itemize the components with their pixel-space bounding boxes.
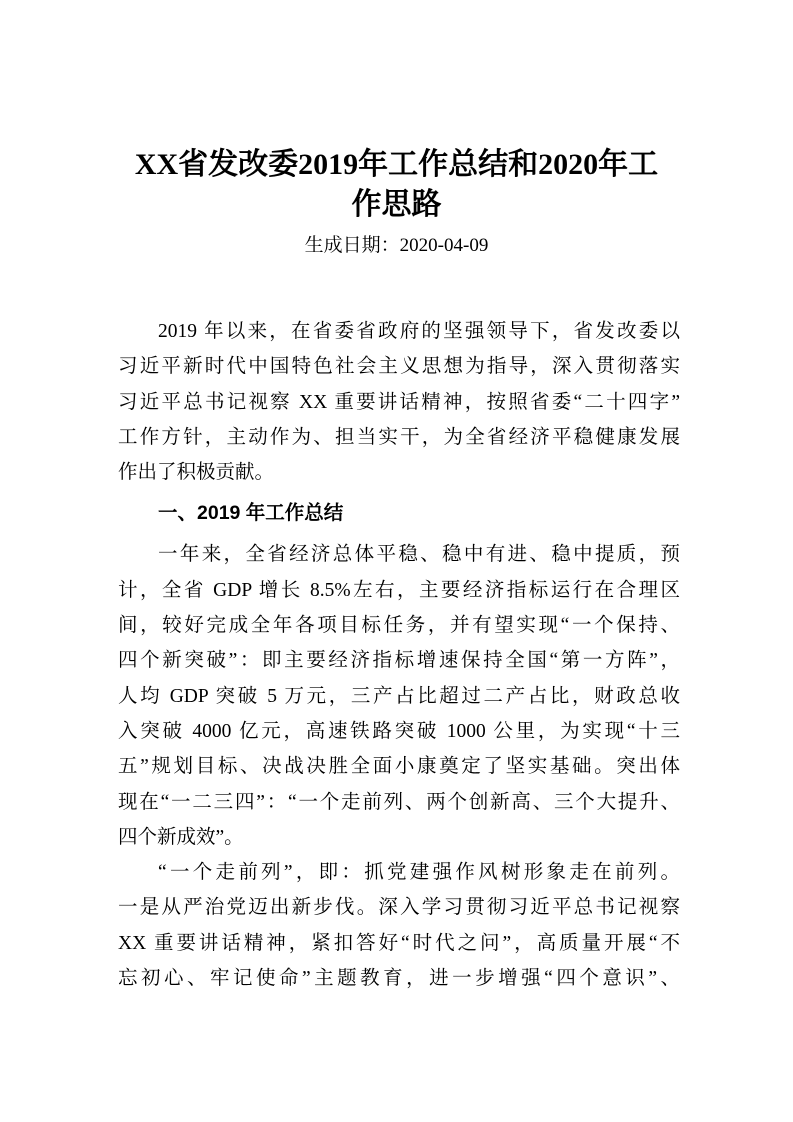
- section-heading: 一、2019 年工作总结: [158, 502, 344, 525]
- paragraph-line: 2019 年以来，在省委省政府的坚强领导下，省发改委以: [158, 321, 680, 342]
- paragraph-line: “一个走前列”，即：抓党建强作风树形象走在前列。: [158, 862, 680, 884]
- paragraph-line: 人均 GDP 突破 5 万元，三产占比超过二产占比，财政总收: [118, 685, 680, 707]
- paragraph-line: 习近平新时代中国特色社会主义思想为指导，深入贯彻落实: [118, 356, 680, 378]
- paragraph-line: XX 重要讲话精神，紧扣答好“时代之问”，高质量开展“不: [118, 932, 680, 954]
- paragraph-line: 五”规划目标、决战决胜全面小康奠定了坚实基础。突出体: [118, 756, 680, 778]
- paragraph-line: 一是从严治党迈出新步伐。深入学习贯彻习近平总书记视察: [118, 897, 680, 919]
- paragraph-line: 忘初心、牢记使命”主题教育，进一步增强“四个意识”、: [118, 968, 680, 990]
- paragraph-line: 作出了积极贡献。: [118, 462, 275, 484]
- document-title-line-2: 作思路: [351, 188, 442, 221]
- paragraph-line: 入突破 4000 亿元，高速铁路突破 1000 公里，为实现“十三: [118, 720, 680, 742]
- paragraph-line: 一年来，全省经济总体平稳、稳中有进、稳中提质，预: [158, 544, 680, 566]
- paragraph-line: 习近平总书记视察 XX 重要讲话精神，按照省委“二十四字”: [118, 391, 680, 413]
- paragraph-line: 间，较好完成全年各项目标任务，并有望实现“一个保持、: [118, 615, 680, 637]
- paragraph-line: 计，全省 GDP 增长 8.5%左右，主要经济指标运行在合理区: [118, 579, 680, 601]
- generation-date: 生成日期：2020-04-09: [304, 235, 489, 256]
- paragraph-line: 四个新突破”：即主要经济指标增速保持全国“第一方阵”，: [118, 650, 680, 672]
- document-title-line-1: XX省发改委2019年工作总结和2020年工: [134, 148, 659, 181]
- paragraph-line: 四个新成效”。: [118, 826, 244, 848]
- paragraph-line: 现在“一二三四”：“一个走前列、两个创新高、三个大提升、: [118, 791, 680, 813]
- paragraph-line: 工作方针，主动作为、担当实干，为全省经济平稳健康发展: [118, 426, 680, 448]
- document-body: [118, 314, 680, 996]
